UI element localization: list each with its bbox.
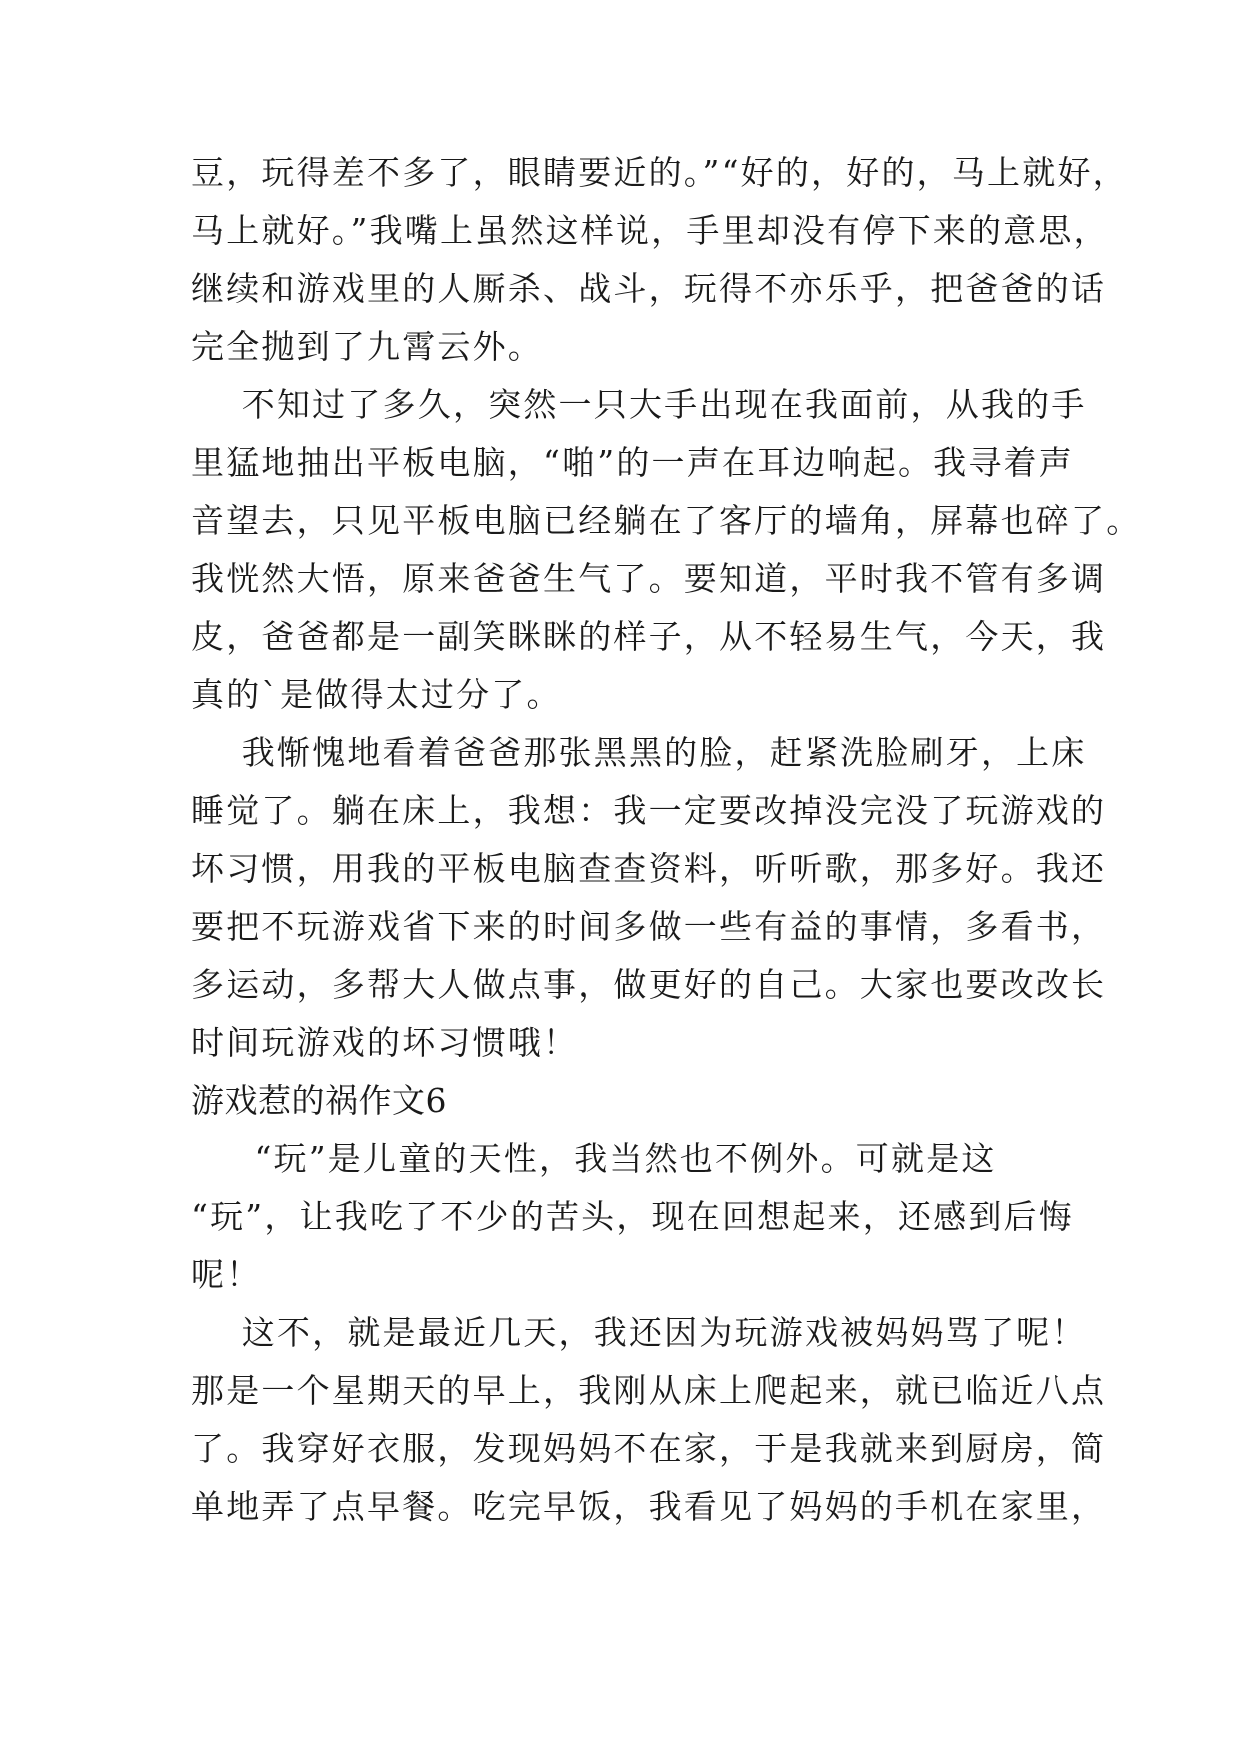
text-line: 皮，爸爸都是一副笑眯眯的样子，从不轻易生气，今天，我 xyxy=(191,617,1107,656)
paragraph-start-line: “玩”是儿童的天性，我当然也不例外。可就是这 xyxy=(191,1139,997,1178)
paragraph-start-line: 我惭愧地看着爸爸那张黑黑的脸，赶紧洗脸刷牙，上床 xyxy=(191,733,1087,772)
paragraph-start-line: 不知过了多久，突然一只大手出现在我面前，从我的手 xyxy=(191,385,1087,424)
text-line: 睡觉了。躺在床上，我想：我一定要改掉没完没了玩游戏的 xyxy=(191,791,1107,830)
text-line: 豆，玩得差不多了，眼睛要近的。”“好的，好的，马上就好， xyxy=(191,153,1128,192)
text-line: 继续和游戏里的人厮杀、战斗，玩得不亦乐乎，把爸爸的话 xyxy=(191,269,1107,308)
text-line: 呢！ xyxy=(191,1255,262,1294)
text-line: 那是一个星期天的早上，我刚从床上爬起来，就已临近八点 xyxy=(191,1371,1107,1410)
section-heading: 游戏惹的祸作文6 xyxy=(191,1081,447,1120)
text-line: 要把不玩游戏省下来的时间多做一些有益的事情，多看书， xyxy=(191,907,1107,946)
text-line: 真的`是做得太过分了。 xyxy=(191,675,562,714)
text-line: “玩”，让我吃了不少的苦头，现在回想起来，还感到后悔 xyxy=(191,1197,1074,1236)
text-line: 里猛地抽出平板电脑，“啪”的一声在耳边响起。我寻着声 xyxy=(191,443,1074,482)
text-line: 多运动，多帮大人做点事，做更好的自己。大家也要改改长 xyxy=(191,965,1107,1004)
text-line: 单地弄了点早餐。吃完早饭，我看见了妈妈的手机在家里， xyxy=(191,1487,1107,1526)
text-line: 坏习惯，用我的平板电脑查查资料，听听歌，那多好。我还 xyxy=(191,849,1107,888)
text-line: 时间玩游戏的坏习惯哦！ xyxy=(191,1023,579,1062)
text-line: 了。我穿好衣服，发现妈妈不在家，于是我就来到厨房，简 xyxy=(191,1429,1107,1468)
text-line: 马上就好。”我嘴上虽然这样说，手里却没有停下来的意思， xyxy=(191,211,1109,250)
paragraph-start-line: 这不，就是最近几天，我还因为玩游戏被妈妈骂了呢！ xyxy=(191,1313,1087,1352)
text-line: 我恍然大悟，原来爸爸生气了。要知道，平时我不管有多调 xyxy=(191,559,1107,598)
text-line: 音望去，只见平板电脑已经躺在了客厅的墙角，屏幕也碎了。 xyxy=(191,501,1142,540)
text-line: 完全抛到了九霄云外。 xyxy=(191,327,543,366)
